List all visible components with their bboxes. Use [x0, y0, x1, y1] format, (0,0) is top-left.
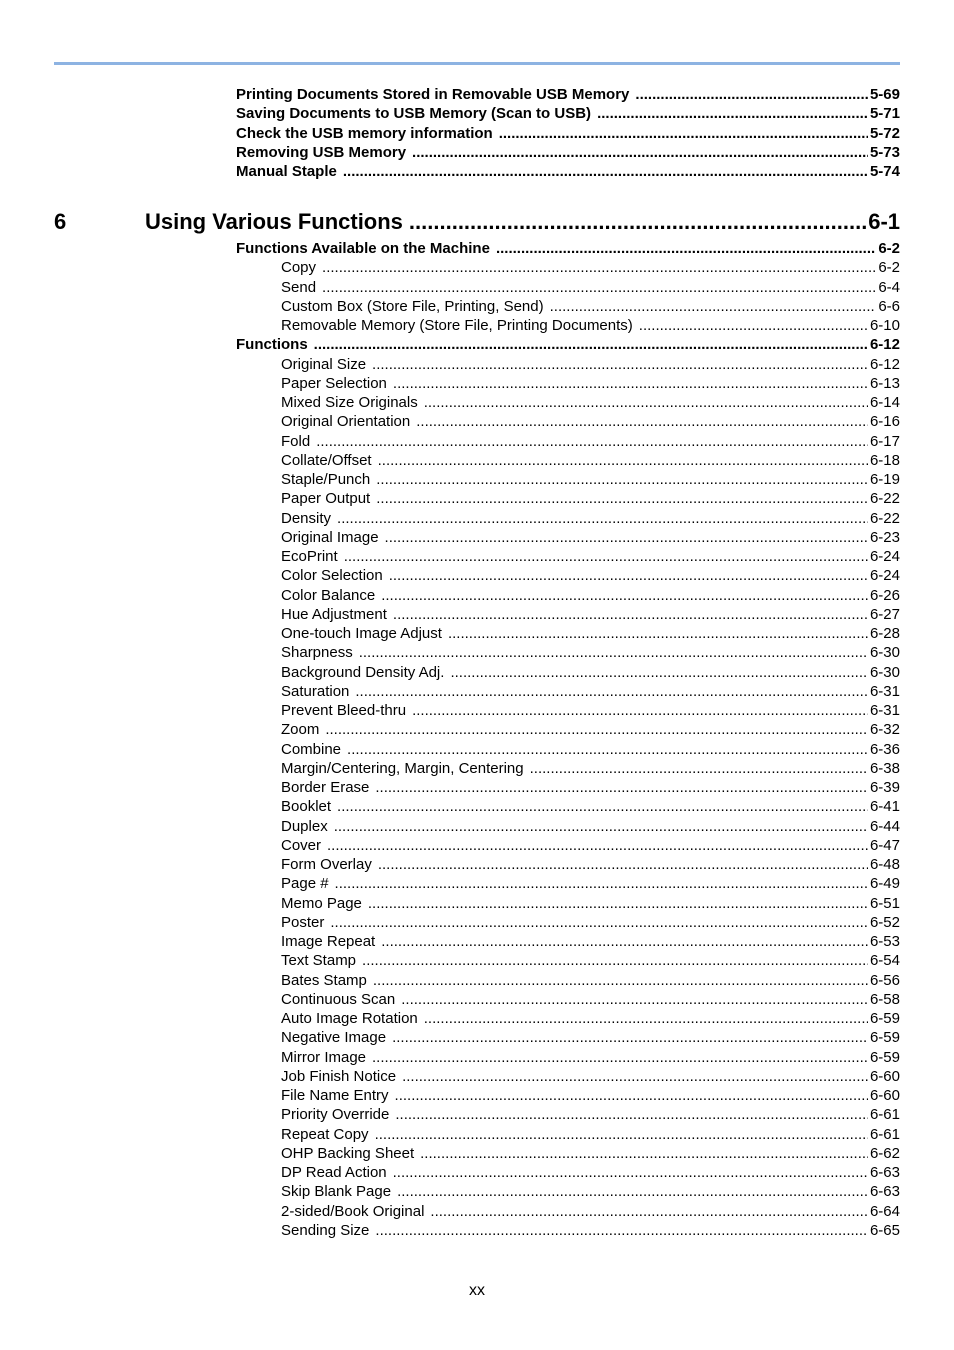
toc-entry-page: 6-65 — [869, 1221, 900, 1239]
dot-leader — [330, 914, 868, 931]
toc-entry-label: Margin/Centering, Margin, Centering — [281, 759, 524, 777]
toc-entry-label: Background Density Adj. — [281, 663, 445, 681]
chapter-page: 6-1 — [868, 209, 900, 234]
toc-entry-label: Job Finish Notice — [281, 1067, 397, 1085]
toc-entry-label: EcoPrint — [281, 548, 338, 565]
toc-entry-label: 2-sided/Book Original — [281, 1202, 425, 1220]
toc-entry-page: 6-24 — [869, 567, 900, 585]
toc-entry-label: Paper Selection — [281, 374, 387, 392]
toc-entry[interactable] — [281, 1183, 900, 1200]
dot-leader — [397, 1183, 868, 1200]
chapter-title: Using Various Functions — [145, 209, 403, 234]
dot-leader — [395, 1106, 868, 1123]
toc-entry[interactable] — [281, 1087, 900, 1104]
dot-leader — [393, 375, 868, 392]
dot-leader — [337, 798, 868, 815]
toc-entry-label: Functions — [236, 336, 308, 354]
dot-leader — [424, 1010, 868, 1027]
toc-entry-page: 6-12 — [869, 336, 900, 354]
toc-entry-page: 6-62 — [869, 1144, 900, 1162]
toc-entry-page: 6-10 — [869, 317, 900, 334]
toc-entry-page: 6-59 — [869, 1029, 900, 1047]
toc-entry-page: 6-2 — [878, 240, 900, 257]
toc-entry-label: Auto Image Rotation — [281, 1010, 418, 1027]
toc-entry-label: Printing Documents Stored in Removable USB Memory — [236, 86, 630, 103]
toc-entry-label: Staple/Punch — [281, 471, 371, 488]
toc-entry-label: Skip Blank Page — [281, 1183, 392, 1201]
toc-entry-page: 6-12 — [869, 355, 900, 373]
toc-entry[interactable] — [281, 1106, 900, 1123]
toc-entry-page: 6-22 — [869, 509, 900, 527]
toc-entry[interactable] — [281, 1010, 900, 1027]
toc-entry-page: 6-17 — [869, 432, 900, 450]
toc-entry[interactable] — [281, 298, 900, 315]
toc-entry-label: Zoom — [281, 721, 320, 739]
toc-entry[interactable] — [236, 105, 900, 122]
toc-entry[interactable] — [281, 394, 900, 411]
toc-entry[interactable] — [281, 779, 900, 796]
toc-entry[interactable] — [281, 721, 900, 738]
dot-leader — [416, 413, 868, 430]
toc-entry[interactable] — [236, 163, 900, 180]
toc-entry[interactable] — [236, 86, 900, 103]
toc-entry-label: Original Image — [281, 528, 379, 546]
dot-leader — [430, 1203, 868, 1220]
toc-entry[interactable] — [281, 471, 900, 488]
dot-leader — [325, 721, 868, 738]
toc-entry-label: Prevent Bleed-thru — [281, 702, 407, 719]
toc-entry-page: 6-39 — [869, 779, 900, 796]
dot-leader — [389, 567, 868, 584]
toc-entry-page: 6-14 — [869, 394, 900, 411]
toc-entry[interactable] — [281, 837, 900, 854]
toc-entry-label: Custom Box (Store File, Printing, Send) — [281, 297, 544, 315]
toc-entry-page: 6-6 — [878, 297, 900, 315]
toc-entry-page: 6-18 — [869, 451, 900, 469]
toc-entry-label: Repeat Copy — [281, 1125, 369, 1143]
dot-leader — [376, 471, 868, 488]
dot-leader — [372, 356, 868, 373]
toc-entry[interactable] — [281, 413, 900, 430]
toc-entry-page: 6-28 — [869, 625, 900, 642]
toc-entry-page: 5-73 — [869, 143, 900, 161]
toc-entry[interactable] — [281, 510, 900, 527]
toc-entry[interactable] — [281, 356, 900, 373]
dot-leader — [335, 875, 868, 892]
dot-leader — [448, 625, 868, 642]
toc-entry-label: Border Erase — [281, 779, 370, 796]
chapter-heading[interactable] — [54, 209, 900, 235]
toc-entry-page: 6-56 — [869, 971, 900, 989]
toc-entry[interactable] — [281, 259, 900, 276]
dot-leader — [334, 818, 868, 835]
dot-leader — [381, 587, 868, 604]
toc-entry[interactable] — [281, 1029, 900, 1046]
toc-entry-page: 6-61 — [869, 1106, 900, 1124]
toc-entry-page: 6-32 — [869, 721, 900, 739]
dot-leader — [412, 144, 868, 161]
toc-entry[interactable] — [236, 240, 900, 257]
toc-entry-page: 6-59 — [869, 1048, 900, 1066]
toc-entry-page: 6-49 — [869, 875, 900, 893]
dot-leader — [550, 298, 877, 315]
toc-entry-label: Cover — [281, 836, 322, 854]
toc-entry-page: 6-61 — [869, 1125, 900, 1143]
toc-entry[interactable] — [281, 433, 900, 450]
toc-entry-label: Sending Size — [281, 1221, 370, 1239]
dot-leader — [420, 1145, 868, 1162]
dot-leader — [499, 125, 868, 142]
toc-entry[interactable] — [236, 125, 900, 142]
dot-leader — [635, 86, 868, 103]
toc-entry[interactable] — [281, 452, 900, 469]
toc-entry-page: 6-47 — [869, 836, 900, 854]
dot-leader — [359, 644, 868, 661]
toc-entry[interactable] — [281, 375, 900, 392]
toc-entry[interactable] — [281, 664, 900, 681]
dot-leader — [381, 933, 868, 950]
toc-entry-page: 6-31 — [869, 682, 900, 700]
toc-entry[interactable] — [281, 741, 900, 758]
toc-entry-page: 6-30 — [869, 644, 900, 662]
toc-entry-page: 6-26 — [869, 586, 900, 604]
toc-entry-label: Manual Staple — [236, 163, 337, 180]
dot-leader — [372, 1049, 868, 1066]
toc-entry-page: 5-71 — [869, 105, 900, 123]
chapter-number: 6 — [54, 209, 67, 234]
toc-entry-page: 6-52 — [869, 913, 900, 931]
toc-entry-label: Color Selection — [281, 567, 383, 585]
dot-leader — [375, 1126, 868, 1143]
toc-entry-label: Removing USB Memory — [236, 143, 407, 161]
dot-leader — [385, 529, 868, 546]
toc-entry[interactable] — [281, 625, 900, 642]
toc-entry-page: 6-59 — [869, 1010, 900, 1027]
toc-entry-page: 6-24 — [869, 548, 900, 565]
toc-entry-page: 5-72 — [869, 124, 900, 142]
toc-entry-label: Priority Override — [281, 1106, 390, 1124]
toc-entry-label: OHP Backing Sheet — [281, 1144, 415, 1162]
toc-entry[interactable] — [281, 1145, 900, 1162]
toc-entry-page: 6-63 — [869, 1164, 900, 1181]
toc-entry[interactable] — [281, 1049, 900, 1066]
dot-leader — [378, 856, 868, 873]
toc-entry[interactable] — [281, 856, 900, 873]
toc-entry-label: One-touch Image Adjust — [281, 625, 442, 642]
dot-leader — [393, 1164, 868, 1181]
dot-leader — [376, 490, 868, 507]
dot-leader — [409, 209, 868, 235]
toc-entry[interactable] — [281, 875, 900, 892]
toc-entry[interactable] — [281, 952, 900, 969]
dot-leader — [375, 779, 868, 796]
dot-leader — [412, 702, 868, 719]
toc-entry-label: Send — [281, 278, 317, 296]
toc-entry[interactable] — [281, 933, 900, 950]
toc-entry-label: Continuous Scan — [281, 990, 396, 1008]
toc-entry[interactable] — [281, 972, 900, 989]
toc-entry-page: 6-60 — [869, 1067, 900, 1085]
toc-entry-label: Saving Documents to USB Memory (Scan to USB) — [236, 105, 592, 123]
toc-entry-label: Color Balance — [281, 586, 376, 604]
toc-entry-page: 6-41 — [869, 798, 900, 816]
toc-entry-label: Removable Memory (Store File, Printing Documents) — [281, 317, 633, 334]
toc-entry-page: 6-60 — [869, 1087, 900, 1104]
toc-entry[interactable] — [281, 317, 900, 334]
toc-entry-label: Duplex — [281, 817, 328, 835]
dot-leader — [375, 1222, 868, 1239]
toc-entry[interactable] — [281, 760, 900, 777]
toc-entry-page: 6-23 — [869, 528, 900, 546]
dot-leader — [322, 259, 876, 276]
toc-entry-label: Bates Stamp — [281, 971, 367, 989]
toc-entry-page: 6-44 — [869, 817, 900, 835]
toc-entry[interactable] — [281, 1126, 900, 1143]
toc-entry-label: Poster — [281, 913, 325, 931]
toc-entry[interactable] — [281, 567, 900, 584]
toc-entry-page: 6-58 — [869, 990, 900, 1008]
toc-entry-label: Memo Page — [281, 894, 362, 912]
dot-leader — [316, 433, 868, 450]
toc-entry-page: 6-48 — [869, 856, 900, 873]
toc-entry-label: File Name Entry — [281, 1087, 389, 1104]
dot-leader — [343, 163, 868, 180]
dot-leader — [530, 760, 868, 777]
dot-leader — [597, 105, 868, 122]
toc-entry-page: 6-63 — [869, 1183, 900, 1201]
dot-leader — [344, 548, 868, 565]
toc-entry-page: 6-16 — [869, 413, 900, 431]
dot-leader — [362, 952, 868, 969]
toc-entry-label: Density — [281, 509, 332, 527]
dot-leader — [402, 1068, 868, 1085]
dot-leader — [496, 240, 876, 257]
toc-entry-label: Functions Available on the Machine — [236, 240, 490, 257]
toc-entry-page: 5-69 — [869, 86, 900, 103]
toc-entry-label: DP Read Action — [281, 1164, 387, 1181]
toc-entry-label: Sharpness — [281, 644, 353, 662]
page-number: xx — [469, 1282, 485, 1299]
dot-leader — [355, 683, 868, 700]
toc-entry-label: Check the USB memory information — [236, 124, 493, 142]
toc-entry-page: 6-53 — [869, 933, 900, 950]
toc-entry-page: 6-64 — [869, 1202, 900, 1220]
toc-entry-page: 6-38 — [869, 759, 900, 777]
toc-entry[interactable] — [236, 336, 900, 353]
toc-entry[interactable] — [281, 587, 900, 604]
toc-entry-page: 6-27 — [869, 605, 900, 623]
toc-entry-label: Saturation — [281, 682, 350, 700]
toc-entry-page: 6-31 — [869, 702, 900, 719]
toc-entry[interactable] — [281, 683, 900, 700]
toc-entry-label: Form Overlay — [281, 856, 372, 873]
toc-entry-page: 6-4 — [878, 278, 900, 296]
dot-leader — [393, 606, 868, 623]
toc-entry-label: Original Size — [281, 355, 367, 373]
dot-leader — [314, 336, 868, 353]
toc-entry-page: 5-74 — [869, 163, 900, 180]
toc-entry[interactable] — [281, 818, 900, 835]
dot-leader — [368, 895, 868, 912]
toc-entry-page: 6-22 — [869, 490, 900, 508]
toc-entry[interactable] — [281, 1222, 900, 1239]
toc-entry-page: 6-19 — [869, 471, 900, 488]
toc-entry-page: 6-30 — [869, 663, 900, 681]
toc-entry-label: Image Repeat — [281, 933, 376, 950]
toc-entry[interactable] — [281, 548, 900, 565]
dot-leader — [401, 991, 868, 1008]
toc-entry-label: Paper Output — [281, 490, 371, 508]
toc-entry[interactable] — [281, 991, 900, 1008]
toc-entry[interactable] — [281, 702, 900, 719]
toc-entry[interactable] — [281, 529, 900, 546]
toc-entry[interactable] — [281, 895, 900, 912]
toc-entry-label: Hue Adjustment — [281, 605, 387, 623]
toc-entry-label: Fold — [281, 432, 311, 450]
toc-entry[interactable] — [281, 1203, 900, 1220]
toc-entry-page: 6-13 — [869, 374, 900, 392]
toc-entry-label: Copy — [281, 259, 317, 277]
dot-leader — [639, 317, 868, 334]
toc-entry-label: Original Orientation — [281, 413, 411, 431]
dot-leader — [347, 741, 868, 758]
dot-leader — [337, 510, 868, 527]
toc-entry-page: 6-54 — [869, 952, 900, 970]
toc-entry-page: 6-51 — [869, 894, 900, 912]
toc-entry[interactable] — [281, 798, 900, 815]
dot-leader — [392, 1029, 868, 1046]
toc-entry-page: 6-2 — [878, 259, 900, 277]
toc-entry-label: Negative Image — [281, 1029, 387, 1047]
toc-entry[interactable] — [236, 144, 900, 161]
dot-leader — [322, 279, 876, 296]
toc-entry[interactable] — [281, 279, 900, 296]
toc-entry-label: Mixed Size Originals — [281, 394, 418, 411]
dot-leader — [373, 972, 868, 989]
toc-entry-page: 6-36 — [869, 740, 900, 758]
dot-leader — [424, 394, 868, 411]
toc-entry-label: Mirror Image — [281, 1048, 367, 1066]
toc-entry-label: Page # — [281, 875, 329, 893]
header-rule — [54, 62, 900, 65]
toc-entry[interactable] — [281, 1164, 900, 1181]
toc-entry-label: Booklet — [281, 798, 332, 816]
toc-entry[interactable] — [281, 914, 900, 931]
toc-entry[interactable] — [281, 644, 900, 661]
dot-leader — [378, 452, 868, 469]
toc-entry[interactable] — [281, 490, 900, 507]
dot-leader — [450, 664, 868, 681]
toc-entry[interactable] — [281, 1068, 900, 1085]
toc-entry[interactable] — [281, 606, 900, 623]
dot-leader — [395, 1087, 868, 1104]
toc-entry-label: Text Stamp — [281, 952, 357, 970]
toc-entry-label: Collate/Offset — [281, 451, 372, 469]
dot-leader — [327, 837, 868, 854]
toc-entry-label: Combine — [281, 740, 342, 758]
